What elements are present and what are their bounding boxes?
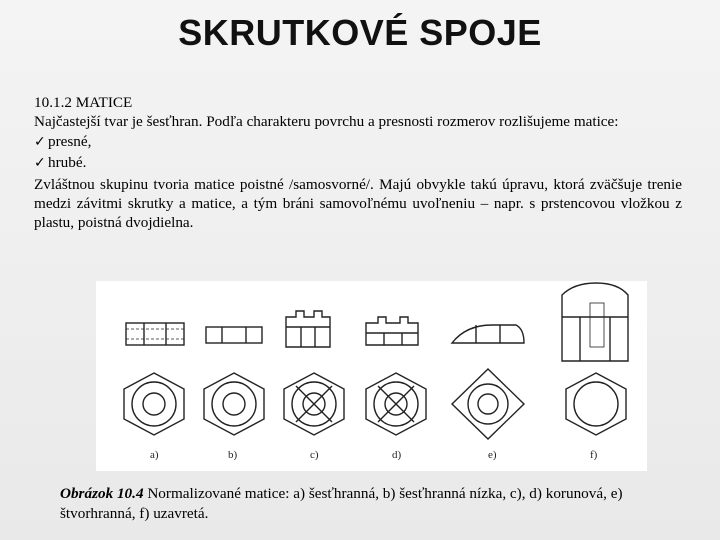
figure-label-a: a) — [150, 449, 159, 461]
figure-label-e: e) — [488, 449, 497, 461]
nut-d-side-view — [366, 317, 418, 345]
caption-number: Obrázok 10.4 — [60, 485, 144, 502]
nut-f-side-view — [562, 283, 628, 361]
nut-e-side-view — [452, 325, 524, 343]
nut-c-side-view — [286, 311, 330, 347]
figure-caption — [60, 484, 660, 524]
nut-c-top-view — [284, 373, 344, 435]
nut-types-figure — [96, 281, 647, 471]
intro-paragraph: Najčastejší tvar je šesťhran. Podľa charakteru povrchu a presnosti rozmerov rozlišujeme matice: — [34, 113, 619, 130]
checkmark-icon: ✓ — [34, 134, 46, 150]
nut-f-top-view — [566, 373, 626, 435]
locking-nuts-paragraph: Zvláštnou skupinu tvoria matice poistné /samosvorné/. Majú obvykle takú úpravu, ktorá zväčšuje trenie medzi závitmi skrutky a matice, a tým bráni samovoľnému uvoľneniu – napr. s prstencovou vložkou z plastu, poistná dvojdielna. — [34, 176, 682, 231]
bullet-item — [34, 132, 682, 152]
nut-drawings — [96, 281, 647, 471]
caption-text: Normalizované matice: a) šesťhranná, b) šesťhranná nízka, c), d) korunová, e) štvorhranná, f) uzavretá. — [60, 485, 623, 522]
nut-b-side-view — [206, 327, 262, 343]
nut-b-top-view — [204, 373, 264, 435]
body-text — [34, 93, 682, 232]
nut-e-top-view — [452, 369, 524, 439]
nut-a-top-view — [124, 373, 184, 435]
bullet-item — [34, 153, 682, 173]
nut-a-side-view — [126, 323, 184, 345]
figure-label-f: f) — [590, 449, 598, 461]
page-title: SKRUTKOVÉ SPOJE — [178, 12, 542, 53]
bullet-label: hrubé. — [48, 154, 87, 171]
bullet-label: presné, — [48, 133, 92, 150]
figure-label-d: d) — [392, 449, 402, 461]
nut-d-top-view — [366, 373, 426, 435]
checkmark-icon: ✓ — [34, 155, 46, 171]
figure-label-c: c) — [310, 449, 319, 461]
figure-label-b: b) — [228, 449, 238, 461]
section-heading: 10.1.2 MATICE — [34, 94, 133, 111]
